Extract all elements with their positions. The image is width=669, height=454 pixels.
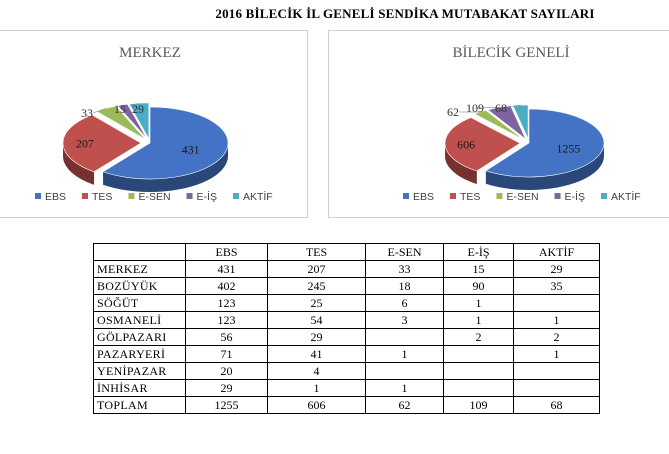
row-label: MERKEZ	[94, 261, 186, 278]
table-cell: 20	[186, 363, 268, 380]
table-cell: 1	[444, 312, 514, 329]
table-row	[94, 329, 600, 346]
legend-swatch	[601, 193, 607, 199]
table-cell: 33	[366, 261, 444, 278]
table-cell: 1	[268, 380, 366, 397]
table-cell	[444, 346, 514, 363]
table-cell: 71	[186, 346, 268, 363]
legend-swatch	[450, 193, 456, 199]
table-cell: 123	[186, 312, 268, 329]
pie-data-label: 15	[114, 102, 126, 116]
merkez-pie-chart	[0, 31, 306, 217]
table-cell: 29	[268, 329, 366, 346]
table-cell: 109	[444, 397, 514, 414]
legend-swatch	[233, 193, 239, 199]
row-label: GÖLPAZARI	[94, 329, 186, 346]
pie-data-label: 62	[447, 105, 459, 119]
column-header: E-SEN	[366, 244, 444, 261]
table-cell: 68	[514, 397, 600, 414]
pie-data-label: 431	[181, 142, 200, 157]
pie-data-label: 606	[457, 137, 476, 152]
table-cell: 2	[444, 329, 514, 346]
row-label: PAZARYERİ	[94, 346, 186, 363]
bilecik-geneli-pie-panel	[328, 30, 669, 218]
table-cell: 606	[268, 397, 366, 414]
table-row	[94, 397, 600, 414]
row-label: OSMANELİ	[94, 312, 186, 329]
column-header: E-İŞ	[444, 244, 514, 261]
legend-swatch	[496, 193, 502, 199]
table-cell	[366, 363, 444, 380]
table-cell: 62	[366, 397, 444, 414]
legend-swatch	[555, 193, 561, 199]
table-cell: 1255	[186, 397, 268, 414]
table-cell: 1	[514, 312, 600, 329]
table-cell: 15	[444, 261, 514, 278]
row-label: TOPLAM	[94, 397, 186, 414]
table-cell: 29	[186, 380, 268, 397]
table-cell: 25	[268, 295, 366, 312]
table-cell: 90	[444, 278, 514, 295]
table-cell: 6	[366, 295, 444, 312]
pie-legend	[403, 190, 641, 203]
table-cell: 245	[268, 278, 366, 295]
table-cell: 18	[366, 278, 444, 295]
summary-table	[93, 243, 600, 414]
table-row	[94, 261, 600, 278]
pie-legend	[35, 190, 273, 203]
table-corner-cell	[94, 244, 186, 261]
table-cell: 207	[268, 261, 366, 278]
pie-data-label: 29	[132, 102, 144, 116]
pie-data-label: 1255	[556, 141, 581, 156]
pie-data-label: 33	[81, 106, 93, 120]
legend-swatch	[82, 193, 88, 199]
table-row	[94, 312, 600, 329]
table-row	[94, 278, 600, 295]
table-cell: 4	[268, 363, 366, 380]
legend-swatch	[128, 193, 134, 199]
legend-label: TES	[460, 191, 481, 203]
pie-data-label: 109	[466, 101, 484, 115]
merkez-pie-panel	[0, 30, 308, 218]
table-row	[94, 295, 600, 312]
table-cell: 2	[514, 329, 600, 346]
legend-label: AKTİF	[242, 191, 273, 203]
table-cell: 54	[268, 312, 366, 329]
table-cell: 1	[514, 346, 600, 363]
table-cell	[444, 380, 514, 397]
legend-label: E-İŞ	[196, 191, 217, 203]
pie-data-label: 207	[75, 136, 94, 151]
table-cell	[514, 363, 600, 380]
row-label: SÖĞÜT	[94, 295, 186, 312]
legend-swatch	[35, 193, 41, 199]
table-cell: 1	[366, 380, 444, 397]
legend-swatch	[403, 193, 409, 199]
main-title: 2016 BİLECİK İL GENELİ SENDİKA MUTABAKAT SAYILARI	[215, 6, 595, 21]
legend-label: E-İŞ	[564, 191, 585, 203]
table-row	[94, 380, 600, 397]
legend-swatch	[187, 193, 193, 199]
row-label: YENİPAZAR	[94, 363, 186, 380]
pie-title: BİLECİK GENELİ	[452, 45, 570, 61]
column-header: AKTİF	[514, 244, 600, 261]
table-cell: 29	[514, 261, 600, 278]
legend-label: EBS	[45, 191, 67, 203]
table-cell: 402	[186, 278, 268, 295]
legend-label: EBS	[413, 191, 435, 203]
table-cell: 1	[444, 295, 514, 312]
table-cell: 35	[514, 278, 600, 295]
table-cell	[514, 295, 600, 312]
bilecik-geneli-pie-chart	[329, 31, 668, 217]
table-cell: 123	[186, 295, 268, 312]
table-cell: 41	[268, 346, 366, 363]
legend-label: AKTİF	[610, 191, 641, 203]
row-label: BOZÜYÜK	[94, 278, 186, 295]
legend-label: TES	[92, 191, 113, 203]
table-cell: 56	[186, 329, 268, 346]
column-header: TES	[268, 244, 366, 261]
table-row	[94, 363, 600, 380]
table-cell: 1	[366, 346, 444, 363]
table-cell	[514, 380, 600, 397]
legend-label: E-SEN	[506, 191, 539, 203]
table-cell: 431	[186, 261, 268, 278]
column-header: EBS	[186, 244, 268, 261]
table-cell	[366, 329, 444, 346]
table-cell: 3	[366, 312, 444, 329]
table-cell	[444, 363, 514, 380]
legend-label: E-SEN	[138, 191, 171, 203]
pie-title: MERKEZ	[119, 45, 181, 61]
pie-data-label: 68	[495, 101, 507, 115]
table-header-row	[94, 244, 600, 261]
table-row	[94, 346, 600, 363]
row-label: İNHİSAR	[94, 380, 186, 397]
